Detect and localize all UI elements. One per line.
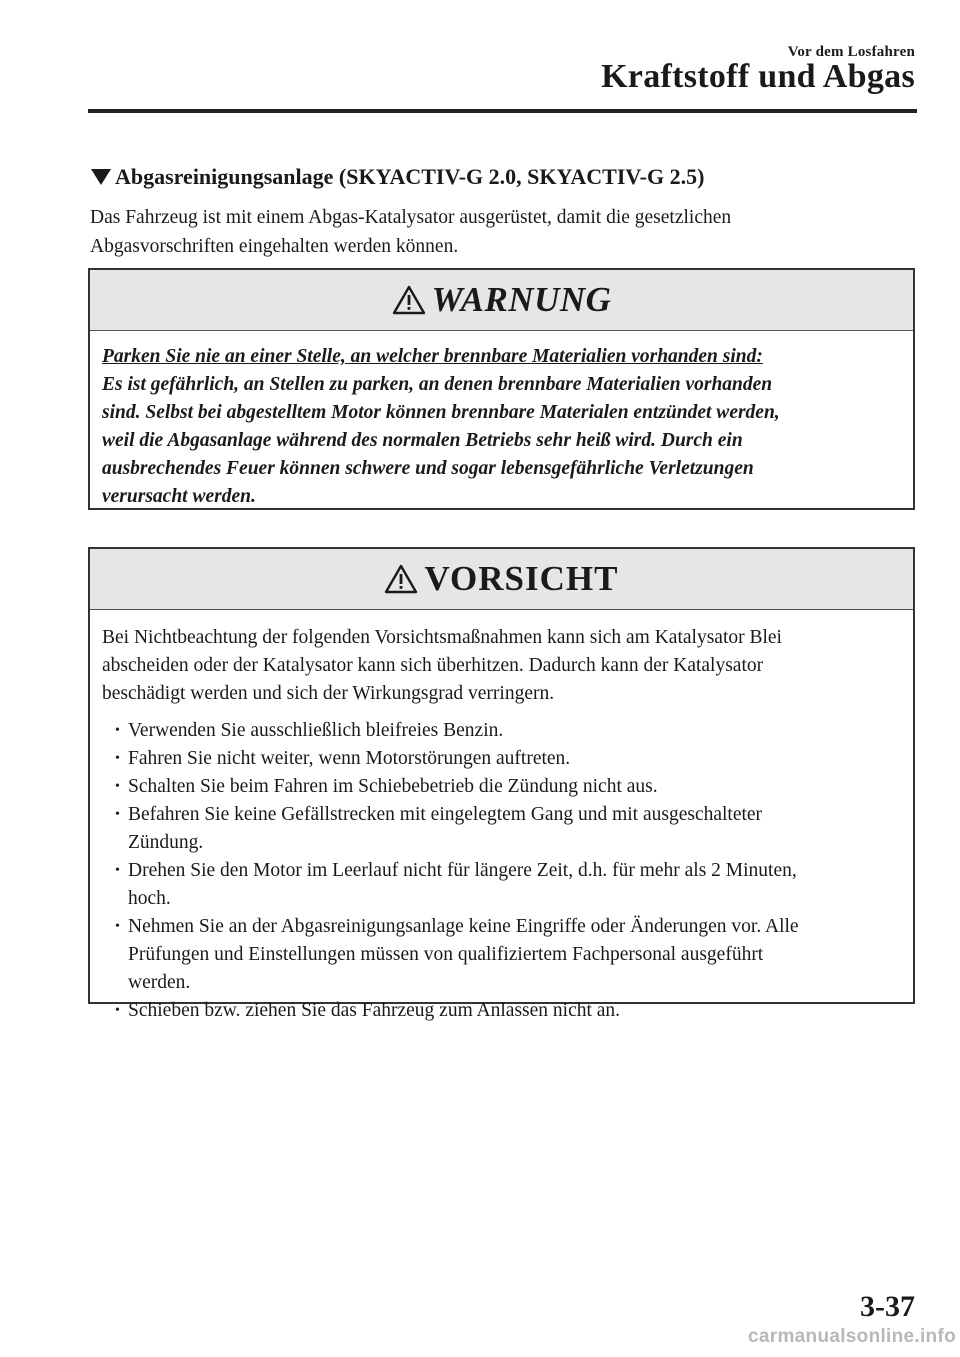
warning-lead: Parken Sie nie an einer Stelle, an welcher brennbare Materialien vorhanden sind: xyxy=(102,346,763,367)
list-item xyxy=(102,745,901,773)
warning-title: WARNUNG xyxy=(431,280,612,319)
list-item xyxy=(102,717,901,745)
list-item-line: • Schalten Sie beim Fahren im Schiebebetrieb die Zündung nicht aus. xyxy=(128,776,658,797)
list-item-line: • Schieben bzw. ziehen Sie das Fahrzeug zum Anlassen nicht an. xyxy=(128,1000,621,1021)
list-item-line: • Fahren Sie nicht weiter, wenn Motorstörungen auftreten. xyxy=(128,748,571,769)
list-item xyxy=(102,773,901,801)
list-item-line: • Befahren Sie keine Gefällstrecken mit eingelegtem Gang und mit ausgeschalteter xyxy=(128,804,763,825)
page-number: 3-37 xyxy=(860,1290,915,1323)
chapter-label: Vor dem Losfahren xyxy=(787,44,915,60)
caution-box xyxy=(88,547,915,1021)
triangle-down-icon xyxy=(90,168,112,186)
warning-line: ausbrechendes Feuer können schwere und sogar lebensgefährliche Verletzungen xyxy=(102,458,754,479)
warning-triangle-icon xyxy=(384,564,418,594)
watermark: carmanualsonline.info xyxy=(748,1326,956,1347)
caution-intro-line: beschädigt werden und sich der Wirkungsgrad verringern. xyxy=(102,683,555,704)
list-item-line: Prüfungen und Einstellungen müssen von qualifiziertem Fachpersonal ausgeführt xyxy=(128,944,764,965)
list-item-line: werden. xyxy=(128,972,191,993)
caution-intro xyxy=(102,624,901,708)
caution-intro-line: abscheiden oder der Katalysator kann sich überhitzen. Dadurch kann der Katalysator xyxy=(102,655,764,676)
warning-line: sind. Selbst bei abgestelltem Motor können brennbare Materialen entzündet werden, xyxy=(102,402,780,423)
list-item-line: hoch. xyxy=(128,888,171,909)
list-item xyxy=(102,801,901,857)
warning-line: verursacht werden. xyxy=(102,486,256,507)
intro-line: Abgasvorschriften eingehalten werden können. xyxy=(90,236,459,257)
page-title: Kraftstoff und Abgas xyxy=(601,58,915,95)
list-item xyxy=(102,913,901,997)
list-item-line: • Verwenden Sie ausschließlich bleifreies Benzin. xyxy=(128,720,504,741)
warning-text xyxy=(90,331,913,511)
list-item xyxy=(102,857,901,913)
caution-list xyxy=(102,717,901,1025)
list-item-line: • Drehen Sie den Motor im Leerlauf nicht für längere Zeit, d.h. für mehr als 2 Minuten, xyxy=(128,860,797,881)
list-item-line: • Nehmen Sie an der Abgasreinigungsanlage keine Eingriffe oder Änderungen vor. Alle xyxy=(128,916,799,937)
warning-triangle-icon xyxy=(392,285,426,315)
warning-header xyxy=(90,270,913,331)
section-heading xyxy=(90,164,704,190)
intro-paragraph xyxy=(90,203,890,261)
warning-box xyxy=(88,268,915,510)
warning-line: Es ist gefährlich, an Stellen zu parken, an denen brennbare Materialien vorhanden xyxy=(102,374,773,395)
warning-line: weil die Abgasanlage während des normalen Betriebs sehr heiß wird. Durch ein xyxy=(102,430,743,451)
list-item-line: Zündung. xyxy=(128,832,204,853)
caution-title: VORSICHT xyxy=(424,559,619,598)
header-divider xyxy=(88,109,917,113)
caution-intro-line: Bei Nichtbeachtung der folgenden Vorsichtsmaßnahmen kann sich am Katalysator Blei xyxy=(102,627,782,648)
intro-line: Das Fahrzeug ist mit einem Abgas-Katalysator ausgerüstet, damit die gesetzlichen xyxy=(90,207,732,228)
caution-header xyxy=(90,549,913,610)
caution-text xyxy=(90,610,913,1025)
list-item xyxy=(102,997,901,1025)
section-heading-text: Abgasreinigungsanlage (SKYACTIV-G 2.0, SKYACTIV-G 2.5) xyxy=(115,164,705,189)
